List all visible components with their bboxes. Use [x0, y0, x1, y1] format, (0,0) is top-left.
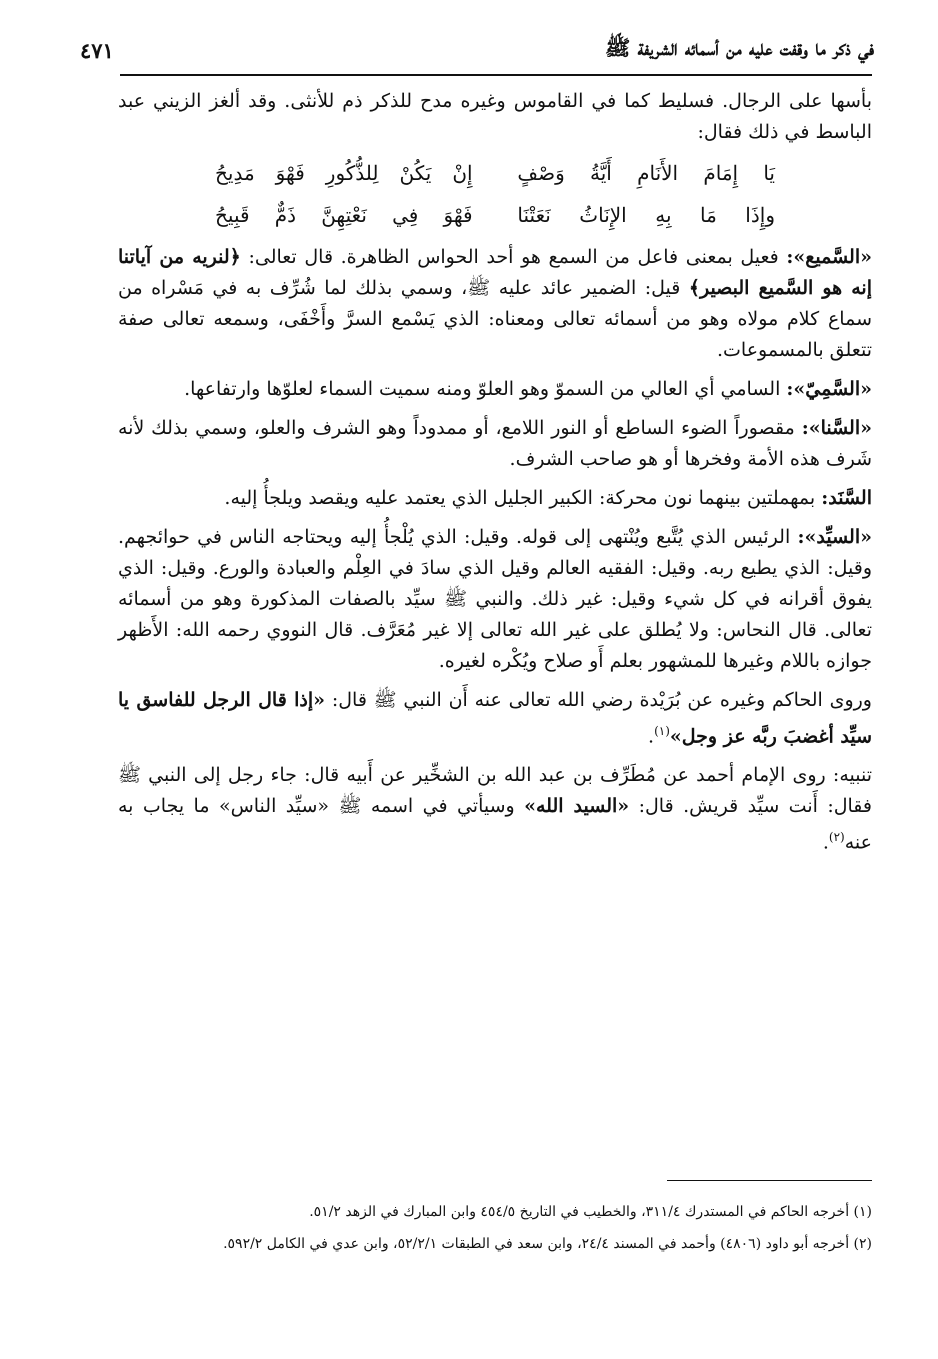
hadith-text: وروى الحاكم وغيره عن بُرَيْدة رضي الله تعالى عنه أَن النبي ﷺ قال: — [325, 689, 872, 711]
header-rule — [120, 74, 872, 76]
entry-as-sanad — [118, 483, 872, 514]
poem-hemistich: إِنْ يَكُنْ لِلذُّكُورِ فَهْوَ مَدِيحُ — [215, 161, 473, 185]
footnotes — [118, 1198, 872, 1262]
note-text: تنبيه: روى الإمام أحمد عن مُطَرِّف بن عبد الله بن الشخِّير عن أَبيه قال: جاء رجل إلى النبي ﷺ فقال: أَنت سيِّد قريش. قال: — [118, 764, 873, 818]
main-text — [118, 86, 872, 867]
entry-as-sami — [118, 242, 872, 366]
entry-term: «السَّمِيّ»: — [786, 378, 872, 400]
entry-as-samiyy — [118, 374, 872, 405]
poem-line — [215, 152, 775, 194]
entry-text: السامي أي العالي من السموّ وهو العلوّ ومنه سميت السماء لعلوّها وارتفاعها. — [184, 378, 787, 400]
note-quote: «السيد الله» — [524, 795, 630, 818]
entry-text: فعيل بمعنى فاعل من السمع هو أحد الحواس الظاهرة. قال تعالى: — [240, 246, 787, 268]
poem-hemistich: يَا إِمَامَ الأَنَامِ أَيَّةُ وَصْفٍ — [517, 161, 775, 185]
entry-term: «السَّنا»: — [801, 417, 872, 439]
hadith-quote: «إذا قال الرجل للفاسق يا سيِّد أغضبَ ربَّه عز وجل» — [118, 689, 872, 748]
hadith-paragraph — [118, 685, 872, 752]
entry-as-sayyid — [118, 522, 872, 677]
footnote-separator — [667, 1180, 872, 1181]
poem-line — [215, 194, 775, 236]
entry-text: بمهملتين بينهما نون محركة: الكبير الجليل الذي يعتمد عليه ويقصد ويلجأُ إليه. — [224, 487, 822, 509]
footnote-ref: (١) — [654, 724, 670, 738]
entry-text: مقصوراً الضوء الساطع أو النور اللامع، أو ممدوداً وهو الشرف والعلو، وسمي بذلك لأنه شَرف هذه الأمة وفخرها أو هو صاحب الشرف. — [118, 417, 872, 470]
entry-term: السَّنَد: — [821, 487, 872, 509]
paragraph-intro: بأسها على الرجال. فسليط كما في القاموس وغيره مدح للذكر ذم للأنثى. وقد ألغز الزيني عبد الباسط في ذلك فقال: — [118, 90, 872, 143]
entry-term: «السَّميع»: — [786, 246, 873, 268]
sentence-end: . — [648, 725, 655, 748]
running-title: في ذكر ما وقفت عليه من أسمائه الشريفة ﷺ — [604, 34, 874, 60]
entry-text: قيل: الضمير عائد عليه ﷺ، وسمي بذلك لما شُرِّف به في مَسْراه من سماع كلام مولاه وهو من أسمائه تعالى ومعناه: الذي يَسْمع السرَّ وأَخْفَى، وسمعه تعالى صفة تتعلق بالمسموعات. — [118, 277, 872, 361]
quran-quote: ﴿لنريه من آياتنا إنه هو السَّميع البصير﴾ — [118, 246, 872, 299]
footnote: (٢) أخرجه أبو داود (٤٨٠٦) وأحمد في المسند ٢٤/٤، وابن سعد في الطبقات ٥٢/٢/١، وابن عدي في الكامل ٥٩٢/٢. — [223, 1236, 872, 1252]
footnote: (١) أخرجه الحاكم في المستدرك ٣١١/٤، والخطيب في التاريخ ٤٥٤/٥ وابن المبارك في الزهد ٥١/٢. — [309, 1204, 872, 1220]
poem — [215, 152, 775, 236]
poem-hemistich: فَهْوَ فِي نَعْتِهِنَّ ذَمٌّ قَبِيحُ — [215, 203, 473, 227]
entry-text: الرئيس الذي يُتَّبع ويُنْتهى إلى قوله. وقيل: الذي يُلْجأُ إليه ويحتاجه الناس في حوائجهم. وقيل: الذي يطيع ربه. وقيل: الفقيه العالم وقيل الذي سادَ في العِلْم والعبادة والورع. وقيل: الذي يفوق أقرانه في كل شيء وقيل: غير ذلك. والنبي ﷺ سيِّد بالصفات المذكورة وهو من أسمائه تعالى. قال النحاس: ولا يُطلق على غير الله تعالى إلا غير مُعَرَّف. قال النووي رحمه الله: الأَظهر جوازه باللام وغيرها للمشهور بعلم أَو صلاح ويُكْره لغيره. — [118, 526, 872, 672]
footnote-ref: (٢) — [828, 830, 845, 845]
note-paragraph — [118, 760, 872, 858]
page-number: ٤٧١ — [80, 37, 114, 63]
note-text: وسيأتي في اسمه ﷺ «سيِّد الناس» ما يجاب به عنه — [118, 795, 872, 854]
entry-term: «السيِّد»: — [797, 526, 872, 548]
poem-hemistich: وإِذَا مَا بِهِ الإِنَاثُ نَعَتْنَا — [517, 203, 775, 227]
sentence-end: . — [822, 831, 829, 854]
running-header — [80, 30, 874, 70]
entry-as-sana — [118, 413, 872, 475]
